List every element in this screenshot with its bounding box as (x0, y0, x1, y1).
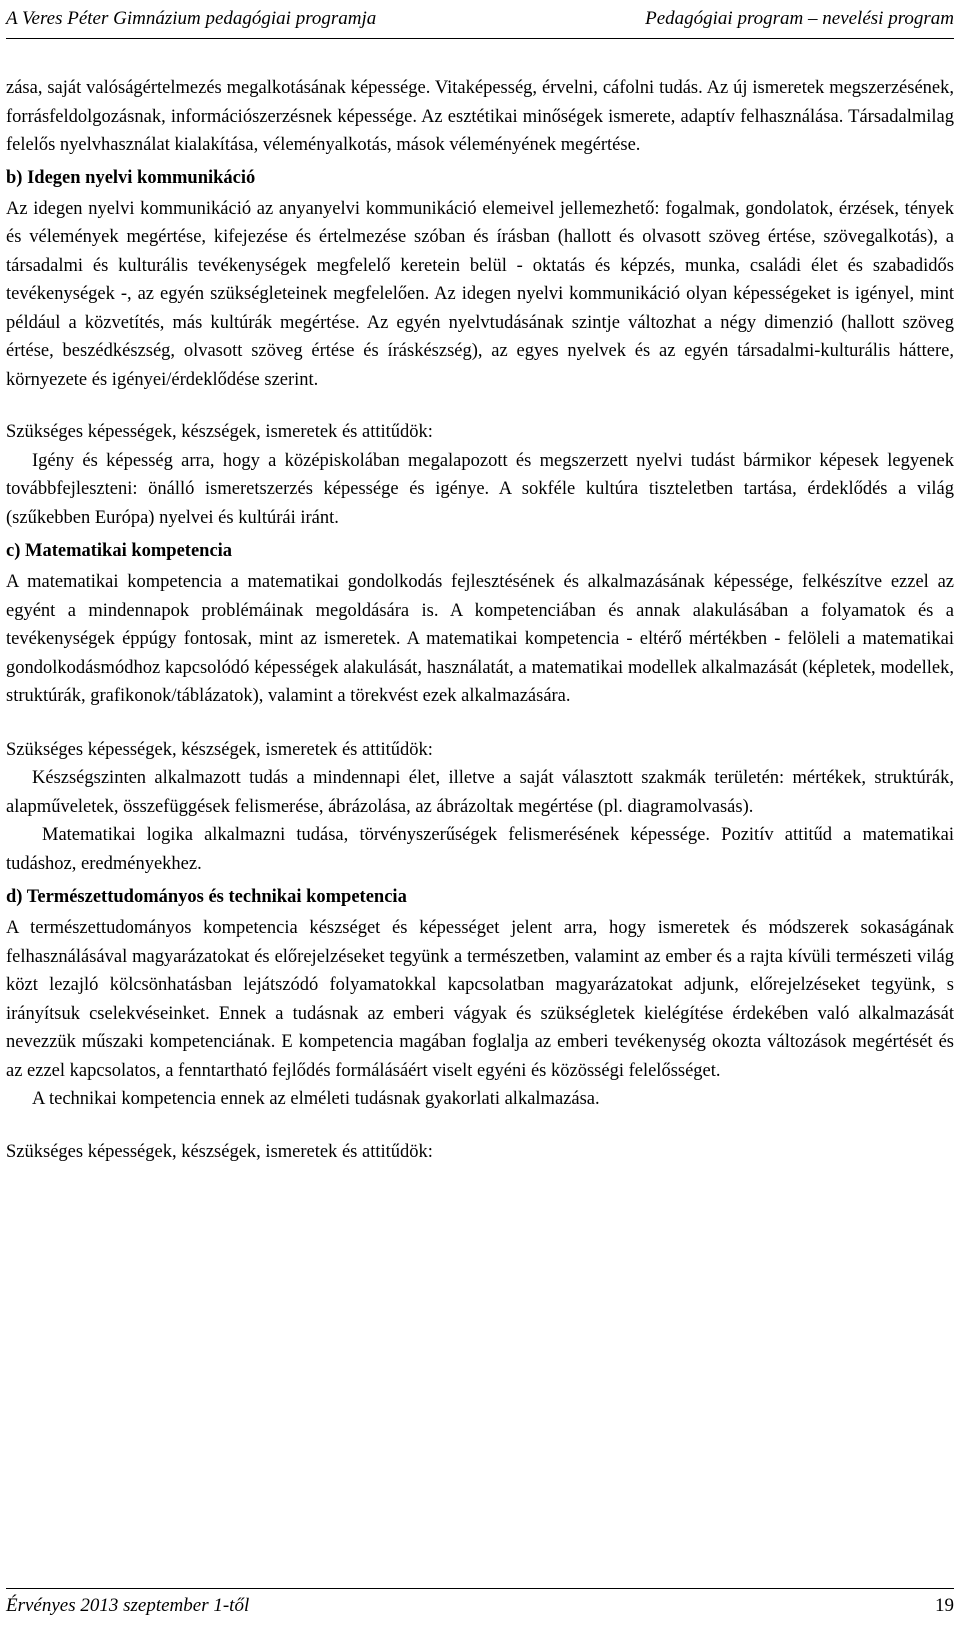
header-document-title: A Veres Péter Gimnázium pedagógiai programja (6, 8, 377, 29)
section-heading-d: d) Természettudományos és technikai kompetencia (6, 887, 407, 907)
page-body (6, 74, 954, 1166)
skills-label-d: Szükséges képességek, készségek, ismeretek és attitűdök: (6, 1141, 433, 1162)
section-b-paragraph: Az idegen nyelvi kommunikáció az anyanyelvi kommunikáció elemeivel jellemezhető: fogalmak, gondolatok, érzések, tények és vélemények megértése, kifejezése és értelmezése szóban és írásban (hallott és olvasott szöveg értése, szövegalkotás), a társadalmi és kulturális tevékenységek megfelelő keretein belül - oktatás és képzés, munka, családi élet és szabadidős tevékenységek -, az egyén szükségleteinek megfelelően. Az idegen nyelvi kommunikáció olyan képességeket is igényel, mint például a közvetítés, más kultúrák megértése. Az egyén nyelvtudásának szintje változhat a négy dimenzió (hallott szöveg értése, beszédkészség, olvasott szöveg értése és íráskészség), az egyes nyelvek és az egyén társadalmi-kulturális háttere, környezete és igényei/érdeklődése szerint. (6, 198, 954, 390)
page-header (6, 6, 954, 39)
page-number: 19 (935, 1595, 954, 1616)
intro-paragraph: zása, saját valóságértelmezés megalkotásának képessége. Vitaképesség, érvelni, cáfolni tudás. Az új ismeretek megszerzésének, forrásfeldolgozásnak, információszerzésnek képessége. Az esztétikai minőségek ismerete, adaptív felhasználása. Társadalmilag felelős nyelvhasználat kialakítása, véleményalkotás, mások véleményének megértése. (6, 78, 954, 155)
section-b-skills-paragraph: Igény és képesség arra, hogy a középiskolában megalapozott és megszerzett nyelvi tudást bármikor képesek legyenek továbbfejleszteni: önálló ismeretszerzés képessége és igénye. A sokféle kultúra tiszteletben tartása, érdeklődés a világ (szűkebben Európa) nyelvei és kultúrái iránt. (6, 450, 954, 528)
section-d-paragraph: A természettudományos kompetencia készséget és képességet jelent arra, hogy ismeretek és módszerek sokaságának felhasználásával magyarázatokat és előrejelzéseket tegyünk a természetben, valamint az ember és a rajta kívüli természeti világ közt lezajló kölcsönhatásban lejátszódó folyamatokkal kapcsolatban magyarázatokat adjunk, előrejelzéseket tegyünk, s irányítsuk cselekvéseinket. Ennek a tudásnak az emberi vágyak és szükségletek kielégítése érdekében való alkalmazását nevezzük műszaki kompetenciának. E kompetencia magában foglalja az emberi tevékenység okozta változások megértését és az ezzel kapcsolatos, a fenntartható fejlődés formálásáért viselt egyéni és közösségi felelősséget. (6, 918, 954, 1081)
page-footer (6, 1588, 954, 1616)
section-c-logic-paragraph: Matematikai logika alkalmazni tudása, törvényszerűségek felismerésének képessége. Pozitív attitűd a matematikai tudáshoz, eredményekhez. (6, 825, 954, 874)
skills-label-c: Szükséges képességek, készségek, ismeretek és attitűdök: (6, 739, 433, 760)
section-c-skills-paragraph: Készségszinten alkalmazott tudás a mindennapi élet, illetve a saját választott szakmák területén: mértékek, struktúrák, alapműveletek, összefüggések felismerése, ábrázolása, az ábrázoltak megértése (pl. diagramolvasás). (6, 768, 954, 817)
section-d-technical-paragraph: A technikai kompetencia ennek az elméleti tudásnak gyakorlati alkalmazása. (32, 1089, 600, 1109)
skills-label-b: Szükséges képességek, készségek, ismeretek és attitűdök: (6, 422, 433, 442)
section-c-paragraph: A matematikai kompetencia a matematikai gondolkodás fejlesztésének és alkalmazásának képessége, felkészítve ezzel az egyént a mindennapok problémáinak megoldására is. A kompetenciában és annak alakulásában a folyamatok és a tevékenységek éppúgy fontosak, mint az ismeretek. A matematikai kompetencia - eltérő mértékben - felöleli a matematikai gondolkodásmódhoz kapcsolódó képességek alakulását, használatát, a matematikai modellek alkalmazását (képletek, modellek, struktúrák, grafikonok/táblázatok), valamint a törekvést ezek alkalmazására. (6, 572, 954, 706)
footer-validity: Érvényes 2013 szeptember 1-től (6, 1595, 250, 1616)
header-section-title: Pedagógiai program – nevelési program (645, 8, 954, 29)
section-heading-b: b) Idegen nyelvi kommunikáció (6, 167, 256, 188)
section-heading-c: c) Matematikai kompetencia (6, 541, 233, 561)
